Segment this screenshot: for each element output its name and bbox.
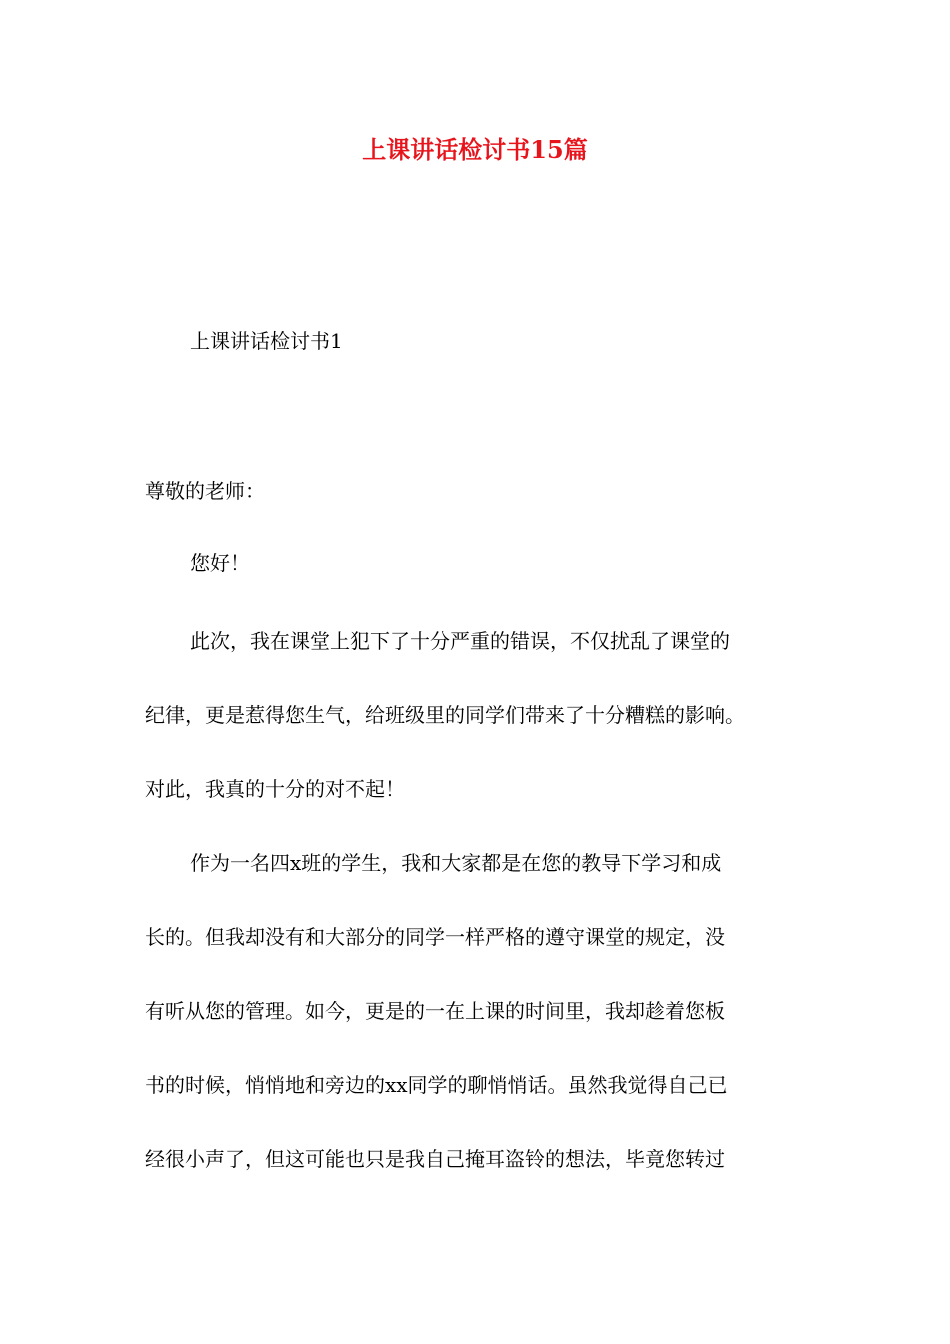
- paragraph-line: 经很小声了，但这可能也只是我自己掩耳盗铃的想法，毕竟您转过: [145, 1147, 725, 1171]
- paragraph-line: 作为一名四x班的学生，我和大家都是在您的教导下学习和成: [190, 851, 722, 875]
- paragraph-line: 有听从您的管理。如今，更是的一在上课的时间里，我却趁着您板: [145, 999, 725, 1023]
- greeting: 您好！: [190, 551, 250, 575]
- paragraph-line: 纪律，更是惹得您生气，给班级里的同学们带来了十分糟糕的影响。: [145, 703, 745, 727]
- document-title: 上课讲话检讨书15篇: [362, 135, 588, 164]
- paragraph-line: 长的。但我却没有和大部分的同学一样严格的遵守课堂的规定，没: [145, 925, 725, 949]
- paragraph-line: 此次，我在课堂上犯下了十分严重的错误，不仅扰乱了课堂的: [190, 629, 730, 653]
- paragraph-line: 对此，我真的十分的对不起！: [145, 777, 405, 801]
- section-heading: 上课讲话检讨书1: [190, 329, 343, 353]
- salutation: 尊敬的老师：: [145, 479, 265, 503]
- paragraph-line: 书的时候，悄悄地和旁边的xx同学的聊悄悄话。虽然我觉得自己已: [145, 1073, 728, 1097]
